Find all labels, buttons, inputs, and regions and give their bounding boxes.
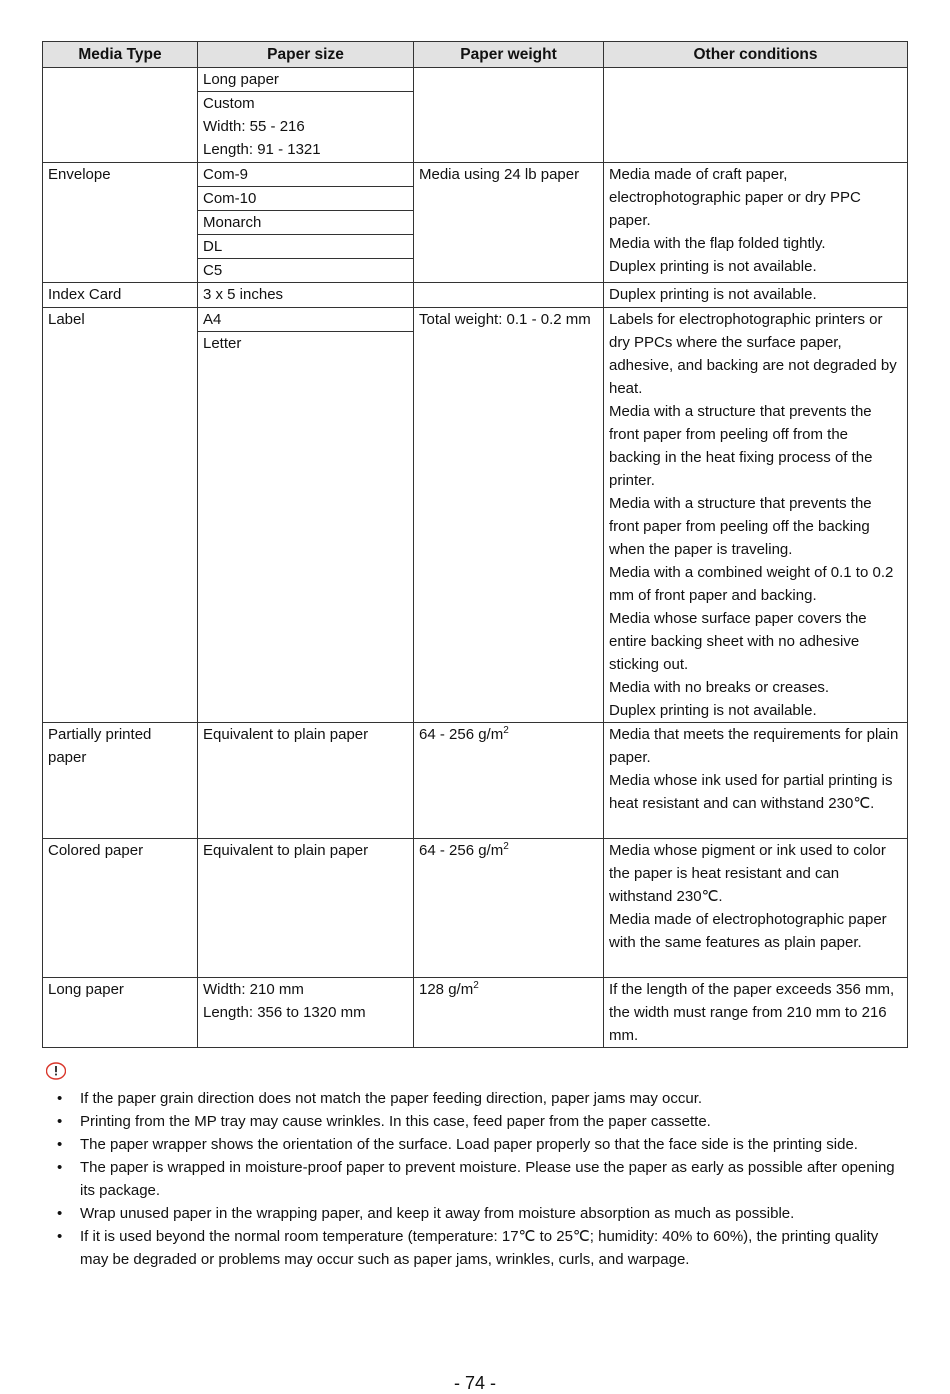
table-row — [43, 308, 908, 723]
paper-size-cell: Width: 210 mm Length: 356 to 1320 mm — [198, 978, 414, 1048]
list-item: • The paper is wrapped in moisture-proof paper to prevent moisture. Please use the paper as early as possible after opening its package. — [57, 1156, 897, 1202]
paper-size-cell — [198, 68, 414, 163]
conditions-cell — [604, 723, 908, 839]
conditions-cell — [604, 68, 908, 163]
paper-size-item: A4 — [203, 311, 222, 328]
paper-size-item: DL — [198, 234, 413, 258]
table-row — [43, 723, 908, 839]
media-type-cell: Label — [43, 308, 198, 723]
condition-text: Media that meets the requirements for plain paper. — [609, 726, 899, 766]
table-row — [43, 283, 908, 308]
conditions-cell — [604, 283, 908, 308]
media-table — [42, 41, 908, 1048]
caution-notes-list — [57, 1087, 897, 1271]
list-item: • If it is used beyond the normal room temperature (temperature: 17℃ to 25℃; humidity: 40% to 60%), the printing quality may be degraded or problems may occur such as paper jams, wrinkles, curls, and warpage. — [57, 1225, 897, 1271]
paper-size-item: Long paper — [203, 71, 279, 88]
list-item: • Printing from the MP tray may cause wrinkles. In this case, feed paper from the paper cassette. — [57, 1110, 897, 1133]
table-row — [43, 163, 908, 283]
condition-text: Labels for electrophotographic printers or dry PPCs where the surface paper, adhesive, and backing are not degraded by heat. — [609, 311, 897, 397]
list-item: • Wrap unused paper in the wrapping paper, and keep it away from moisture absorption as much as possible. — [57, 1202, 897, 1225]
media-type-cell: Partially printed paper — [43, 723, 198, 839]
condition-text: Media with no breaks or creases. — [609, 679, 830, 696]
paper-weight-cell: 64 - 256 $g/m^2$ — [414, 723, 604, 839]
paper-size-item: Com-9 — [203, 166, 249, 183]
condition-text: Media made of electrophotographic paper with the same features as plain paper. — [609, 911, 887, 951]
condition-text: Media whose pigment or ink used to color the paper is heat resistant and can withstand 230℃. — [609, 842, 886, 905]
paper-size-cell — [198, 308, 414, 723]
paper-size-item: Letter — [198, 331, 413, 355]
header-media-type: Media Type — [43, 42, 198, 68]
paper-size-cell — [198, 163, 414, 283]
superscript: 2 — [503, 841, 509, 852]
table-row — [43, 68, 908, 163]
list-item: • If the paper grain direction does not match the paper feeding direction, paper jams may occur. — [57, 1087, 897, 1110]
condition-text: Media with the flap folded tightly. — [609, 235, 826, 252]
condition-text: If the length of the paper exceeds 356 mm, the width must range from 210 mm to 216 mm. — [609, 981, 895, 1044]
paper-size-item: Monarch — [198, 210, 413, 234]
condition-text: Media with a structure that prevents the front paper from peeling off from the backing in the heat fixing process of the printer. — [609, 403, 873, 489]
superscript: 2 — [503, 725, 509, 736]
conditions-cell — [604, 839, 908, 978]
condition-text: Media whose ink used for partial printing is heat resistant and can withstand 230℃. — [609, 772, 893, 812]
paper-size-cell: Equivalent to plain paper — [198, 723, 414, 839]
condition-text: Duplex printing is not available. — [609, 258, 817, 275]
table-row — [43, 839, 908, 978]
media-type-cell — [43, 68, 198, 163]
paper-weight-cell — [414, 283, 604, 308]
table-row — [43, 978, 908, 1048]
conditions-cell — [604, 163, 908, 283]
table-header-row — [43, 42, 908, 68]
caution-circle-icon — [46, 1061, 66, 1081]
page-number: - 74 - — [453, 1373, 496, 1393]
paper-size-cell: Equivalent to plain paper — [198, 839, 414, 978]
paper-weight-cell: Media using 24 lb paper — [414, 163, 604, 283]
paper-size-item: Com-10 — [198, 186, 413, 210]
condition-text: Media with a structure that prevents the front paper from peeling off the backing when the paper is traveling. — [609, 495, 872, 558]
paper-weight-cell — [414, 68, 604, 163]
paper-size-item: C5 — [198, 258, 413, 282]
condition-text: Media made of craft paper, electrophotographic paper or dry PPC paper. — [609, 166, 861, 229]
media-type-cell: Index Card — [43, 283, 198, 308]
condition-text: Media with a combined weight of 0.1 to 0.2 mm of front paper and backing. — [609, 564, 894, 604]
conditions-cell — [604, 978, 908, 1048]
header-other-conditions: Other conditions — [604, 42, 908, 68]
paper-weight-cell: 128 $g/m^2$ — [414, 978, 604, 1048]
condition-text: Duplex printing is not available. — [609, 286, 817, 303]
paper-weight-cell: Total weight: 0.1 - 0.2 mm — [414, 308, 604, 723]
conditions-cell — [604, 308, 908, 723]
header-paper-weight: Paper weight — [414, 42, 604, 68]
paper-size-item: Custom Width: 55 - 216 Length: 91 - 1321 — [198, 91, 413, 161]
media-type-cell: Long paper — [43, 978, 198, 1048]
media-type-cell: Colored paper — [43, 839, 198, 978]
condition-text: Media whose surface paper covers the entire backing sheet with no adhesive sticking out. — [609, 610, 867, 673]
condition-text: Duplex printing is not available. — [609, 702, 817, 719]
media-type-cell: Envelope — [43, 163, 198, 283]
list-item: • The paper wrapper shows the orientation of the surface. Load paper properly so that the face side is the printing side. — [57, 1133, 897, 1156]
paper-size-cell: 3 x 5 inches — [198, 283, 414, 308]
header-paper-size: Paper size — [198, 42, 414, 68]
paper-weight-cell: 64 - 256 $g/m^2$ — [414, 839, 604, 978]
superscript: 2 — [473, 980, 479, 991]
